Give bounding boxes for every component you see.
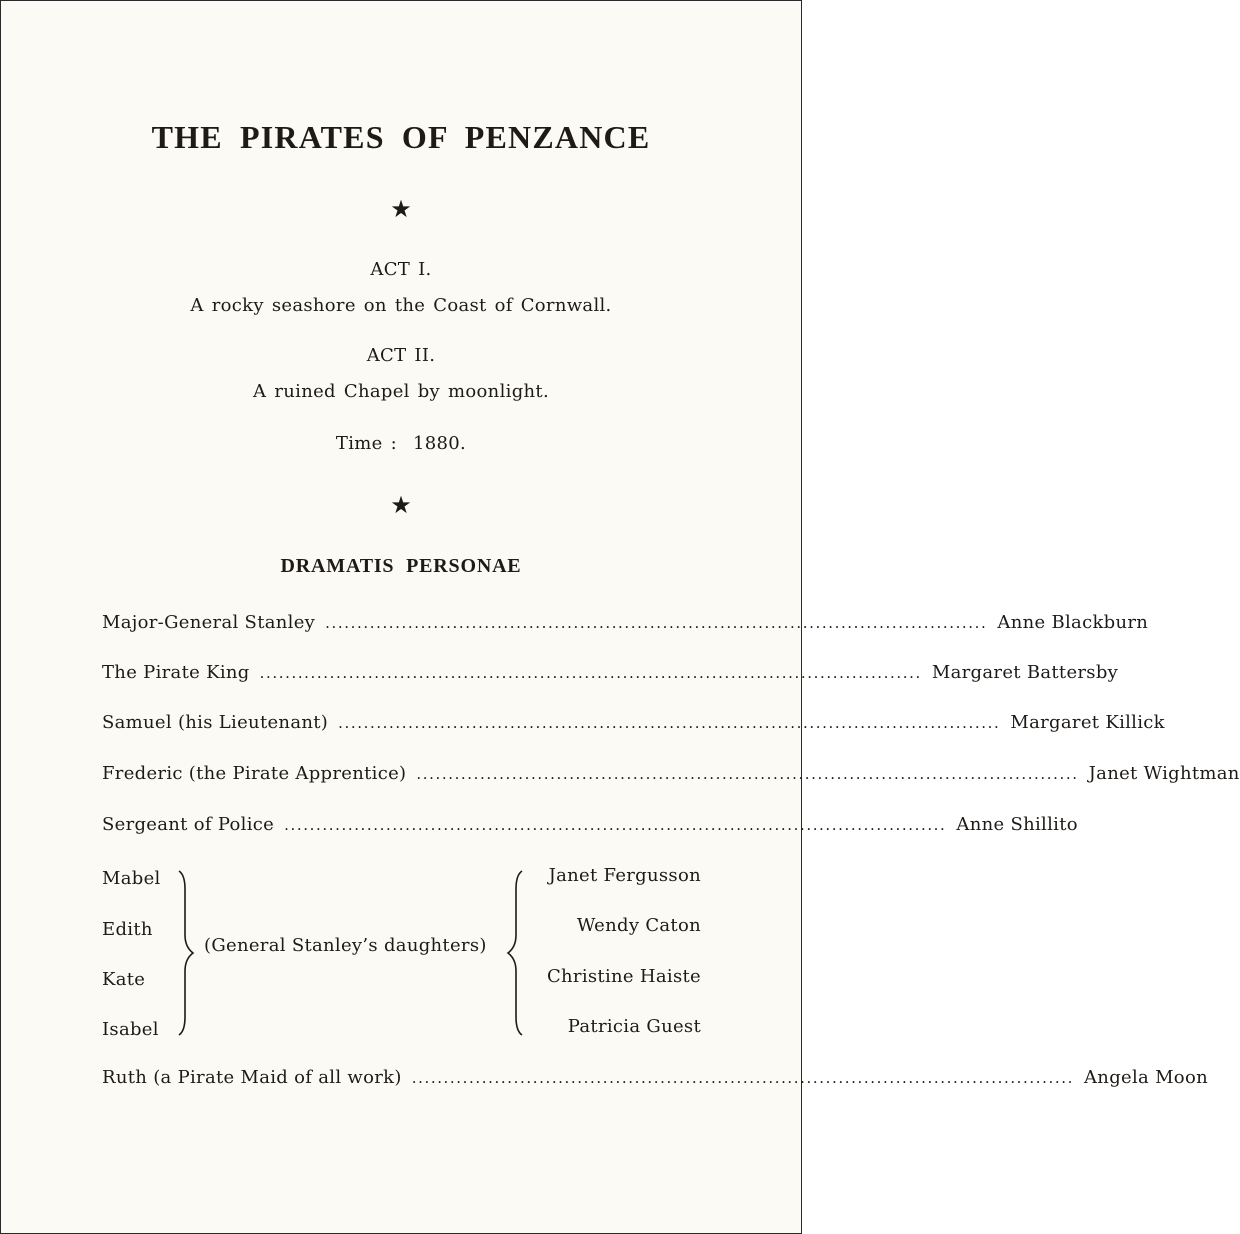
left-brace	[173, 867, 199, 1039]
leader-dots: ........................................................................................................	[411, 1069, 1074, 1087]
act-one-label: ACT I.	[370, 259, 432, 280]
daughter-actor: Janet Fergusson	[548, 865, 701, 886]
leader-dots: ........................................................................................................	[259, 664, 922, 682]
daughter-role: Isabel	[102, 1019, 159, 1040]
star-icon: ★	[390, 491, 412, 519]
daughters-group-label: (General Stanley’s daughters)	[204, 935, 487, 956]
cast-actor: Margaret Battersby	[931, 662, 1119, 683]
cast-row	[102, 612, 1149, 638]
cast-actor: Margaret Killick	[1010, 712, 1165, 733]
cast-role: Ruth (a Pirate Maid of all work)	[102, 1067, 402, 1088]
leader-dots: ........................................................................................................	[325, 614, 988, 632]
daughter-actor: Christine Haiste	[546, 966, 701, 987]
cast-role: The Pirate King	[102, 662, 250, 683]
daughter-actor: Patricia Guest	[567, 1016, 701, 1037]
daughter-role: Kate	[102, 969, 146, 990]
daughter-role: Edith	[102, 919, 153, 940]
cast-row	[102, 814, 1078, 840]
cast-row	[102, 1067, 1208, 1093]
cast-actor: Angela Moon	[1084, 1067, 1208, 1088]
time-line: Time : 1880.	[335, 433, 467, 454]
cast-role: Major-General Stanley	[102, 612, 316, 633]
leader-dots: ........................................................................................................	[284, 816, 947, 834]
act-two-label: ACT II.	[366, 345, 436, 366]
cast-actor: Janet Wightman	[1088, 763, 1240, 784]
star-icon: ★	[390, 195, 412, 223]
cast-role: Samuel (his Lieutenant)	[102, 712, 329, 733]
cast-actor: Anne Blackburn	[997, 612, 1149, 633]
cast-role: Frederic (the Pirate Apprentice)	[102, 763, 407, 784]
cast-row	[102, 662, 1119, 688]
cast-actor: Anne Shillito	[956, 814, 1078, 835]
leader-dots: ........................................................................................................	[416, 765, 1079, 783]
right-brace	[504, 867, 530, 1039]
dramatis-personae-heading: DRAMATIS PERSONAE	[280, 555, 522, 577]
cast-role: Sergeant of Police	[102, 814, 275, 835]
act-one-setting: A rocky seashore on the Coast of Cornwall.	[190, 295, 612, 316]
act-two-setting: A ruined Chapel by moonlight.	[253, 381, 549, 402]
cast-row	[102, 763, 1240, 789]
daughter-actor: Wendy Caton	[576, 915, 701, 936]
page-title: THE PIRATES OF PENZANCE	[151, 119, 651, 155]
cast-row	[102, 712, 1165, 738]
leader-dots: ........................................................................................................	[338, 714, 1001, 732]
daughter-role: Mabel	[102, 868, 161, 889]
